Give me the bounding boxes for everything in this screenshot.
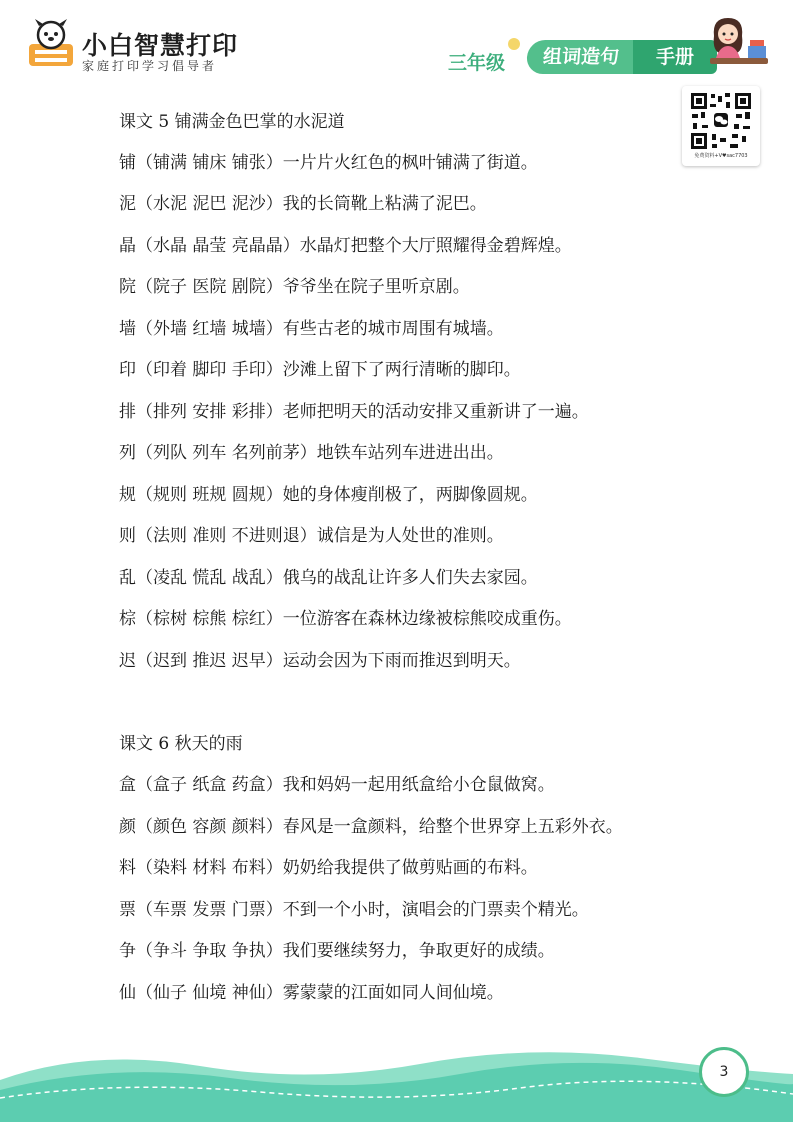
word-entry: 排（排列 安排 彩排）老师把明天的活动安排又重新讲了一遍。 — [119, 402, 589, 422]
brand-name: 小白智慧打印 — [82, 31, 239, 60]
word-entry: 仙（仙子 仙境 神仙）雾蒙蒙的江面如同人间仙境。 — [119, 983, 504, 1003]
word-entry: 棕（棕树 棕熊 棕红）一位游客在森林边缘被棕熊咬成重伤。 — [119, 609, 572, 629]
qr-code-card[interactable] — [682, 86, 760, 166]
decorative-dot-icon — [508, 38, 520, 50]
word-entry: 铺（铺满 铺床 铺张）一片片火红色的枫叶铺满了街道。 — [119, 153, 538, 173]
word-entry: 墙（外墙 红墙 城墙）有些古老的城市周围有城墙。 — [119, 319, 504, 339]
grade-label: 三年级 — [448, 52, 506, 74]
word-entry: 泥（水泥 泥巴 泥沙）我的长筒靴上粘满了泥巴。 — [119, 194, 487, 214]
page-number: 3 — [699, 1047, 749, 1097]
word-entry: 印（印着 脚印 手印）沙滩上留下了两行清晰的脚印。 — [119, 360, 521, 380]
word-entry: 迟（迟到 推迟 迟早）运动会因为下雨而推迟到明天。 — [119, 651, 521, 671]
word-entry: 则（法则 准则 不进则退）诚信是为人处世的准则。 — [119, 526, 504, 546]
brand-logo-icon — [26, 18, 76, 70]
word-entry: 盒（盒子 纸盒 药盒）我和妈妈一起用纸盒给小仓鼠做窝。 — [119, 775, 555, 795]
handbook-title: 组词造句 — [526, 40, 636, 74]
qr-code-icon — [690, 92, 752, 150]
word-entry: 院（院子 医院 剧院）爷爷坐在院子里听京剧。 — [119, 277, 470, 297]
section-title: 课文 5 铺满金色巴掌的水泥道 — [119, 112, 345, 132]
student-mascot-icon — [700, 12, 772, 76]
word-entry: 颜（颜色 容颜 颜料）春风是一盒颜料，给整个世界穿上五彩外衣。 — [119, 817, 623, 837]
word-entry: 晶（水晶 晶莹 亮晶晶）水晶灯把整个大厅照耀得金碧辉煌。 — [119, 236, 572, 256]
handbook-label: 手册 — [633, 40, 717, 74]
qr-caption: 免费资料+V♥sac7703 — [694, 153, 748, 159]
word-entry: 料（染料 材料 布料）奶奶给我提供了做剪贴画的布料。 — [119, 858, 538, 878]
word-entry: 票（车票 发票 门票）不到一个小时，演唱会的门票卖个精光。 — [119, 900, 589, 920]
word-entry: 争（争斗 争取 争执）我们要继续努力，争取更好的成绩。 — [119, 941, 555, 961]
section-title: 课文 6 秋天的雨 — [119, 734, 243, 754]
word-entry: 乱（凌乱 慌乱 战乱）俄乌的战乱让许多人们失去家园。 — [119, 568, 538, 588]
footer-wave-decoration — [0, 1036, 793, 1122]
word-entry: 列（列队 列车 名列前茅）地铁车站列车进进出出。 — [119, 443, 504, 463]
word-entry: 规（规则 班规 圆规）她的身体瘦削极了，两脚像圆规。 — [119, 485, 538, 505]
brand-slogan: 家庭打印学习倡导者 — [82, 59, 218, 73]
